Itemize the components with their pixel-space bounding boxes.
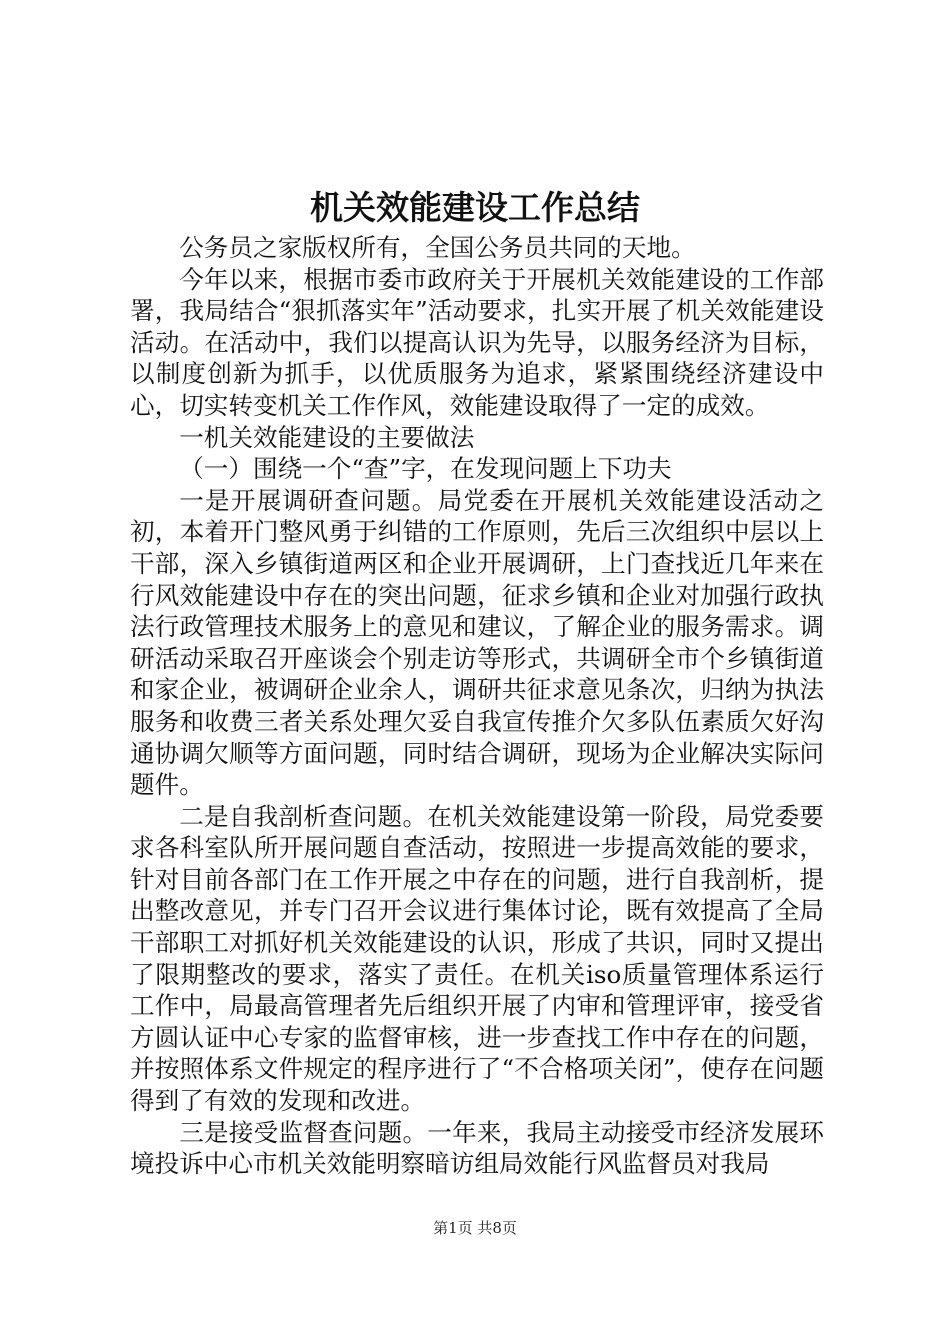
- section-heading: 一机关效能建设的主要做法: [179, 422, 475, 452]
- document-title: 机关效能建设工作总结: [310, 188, 640, 227]
- document-body: [130, 232, 824, 1180]
- paragraph-copyright-note: 公务员之家版权所有，全国公务员共同的天地。: [179, 233, 696, 262]
- paragraph-research: 一是开展调研查问题。局党委在开展机关效能建设活动之初，本着开门整风勇于纠错的工作原则，先后三次组织中层以上干部，深入乡镇街道两区和企业开展调研，上门查找近几年来在行风效能建设中存在的突出问题，征求乡镇和企业对加强行政执法行政管理技术服务上的意见和建议，了解企业的服务需求。调研活动采取召开座谈会个别走访等形式，共调研全市个乡镇街道和家企业，被调研企业余人，调研共征求意见条次，归纳为执法服务和收费三者关系处理欠妥自我宣传推介欠多队伍素质欠好沟通协调欠顺等方面问题，同时结合调研，现场为企业解决实际问题件。: [130, 485, 824, 800]
- subsection-heading: （一）围绕一个“查”字，在发现问题上下功夫: [179, 454, 672, 484]
- paragraph-self-analysis: 二是自我剖析查问题。在机关效能建设第一阶段，局党委要求各科室队所开展问题自查活动，按照进一步提高效能的要求，针对目前各部门在工作开展之中存在的问题，进行自我剖析，提出整改意见，并专门召开会议进行集体讨论，既有效提高了全局干部职工对抓好机关效能建设的认识，形成了共识，同时又提出了限期整改的要求，落实了责任。在机关iso质量管理体系运行工作中，局最高管理者先后组织开展了内审和管理评审，接受省方圆认证中心专家的监督审核，进一步查找工作中存在的问题，并按照体系文件规定的程序进行了“不合格项关闭”，使存在问题得到了有效的发现和改进。: [130, 801, 824, 1116]
- paragraph-introduction: 今年以来，根据市委市政府关于开展机关效能建设的工作部署，我局结合“狠抓落实年”活动要求，扎实开展了机关效能建设活动。在活动中，我们以提高认识为先导，以服务经济为目标，以制度创新为抓手，以优质服务为追求，紧紧围绕经济建设中心，切实转变机关工作作风，效能建设取得了一定的成效。: [130, 264, 824, 420]
- page-footer: 第1页 共8页: [433, 1219, 517, 1237]
- paragraph-supervision: 三是接受监督查问题。一年来，我局主动接受市经济发展环境投诉中心市机关效能明察暗访组局效能行风监督员对我局: [130, 1117, 824, 1179]
